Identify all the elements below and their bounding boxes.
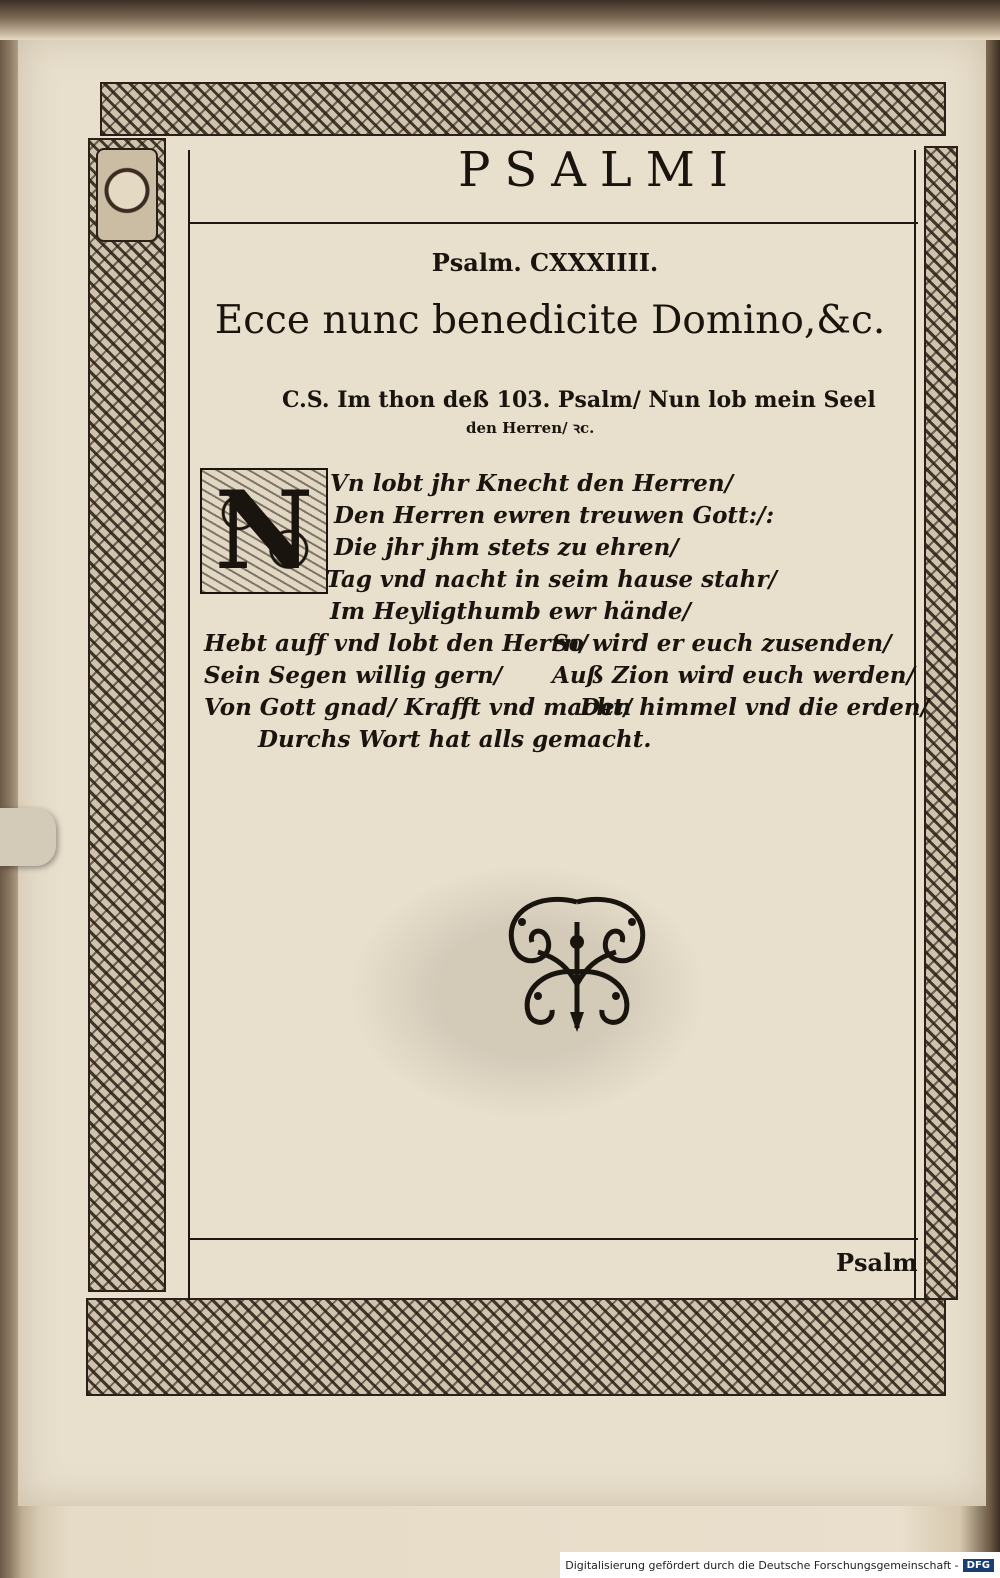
lion-head-ornament — [96, 148, 158, 242]
catchword: Psalm — [836, 1248, 918, 1277]
frame-rule-left — [188, 150, 190, 1300]
verse-line-4: Tag vnd nacht in seim hause stahr/ — [326, 566, 777, 593]
page-tab — [0, 808, 56, 866]
verse-line-3: Die jhr jhm stets zu ehren/ — [334, 534, 679, 561]
frame-rule-bottom — [190, 1238, 918, 1240]
verse-line-8b: Den himmel vnd die erden/ — [580, 694, 930, 721]
psalm-number: Psalm. CXXXIIII. — [431, 248, 659, 277]
verse-line-1: Vn lobt jhr Knecht den Herren/ — [330, 470, 734, 497]
ornamental-border-bottom — [86, 1298, 946, 1396]
verse-line-7a: Sein Segen willig gern/ — [204, 662, 503, 689]
psalm-incipit: Ecce nunc benedicite Domino,&c. — [214, 298, 886, 343]
page-top-edge — [0, 0, 1000, 40]
ornamental-border-left — [88, 138, 166, 1292]
dfg-logo: DFG — [963, 1559, 994, 1572]
digitization-credit — [560, 1552, 1000, 1578]
verse-line-6b: So wird er euch zusenden/ — [552, 630, 892, 657]
ornamental-border-right — [924, 146, 958, 1300]
verse-line-9: Durchs Wort hat alls gemacht. — [258, 726, 652, 753]
initial-letter: N — [214, 468, 314, 594]
frame-rule-right — [914, 150, 916, 1300]
decorated-initial — [200, 468, 328, 594]
verse-line-5: Im Heyligthumb ewr hände/ — [330, 598, 691, 625]
tune-line-continued: den Herren/ ꝛc. — [466, 419, 595, 437]
running-title: PSALMI — [458, 142, 742, 198]
verse-line-2: Den Herren ewren treuwen Gott:/: — [334, 502, 775, 529]
credit-text: Digitalisierung gefördert durch die Deutsche Forschungsgemeinschaft - — [565, 1558, 959, 1572]
verse-line-7b: Auß Zion wird euch werden/ — [552, 662, 915, 689]
tune-line: C.S. Im thon deß 103. Psalm/ Nun lob mein Seel — [282, 387, 876, 413]
frame-rule-top — [190, 222, 918, 224]
ornamental-border-top — [100, 82, 946, 136]
tune-instruction — [282, 386, 902, 442]
verse-line-6a: Hebt auff vnd lobt den Herrn/ — [204, 630, 588, 657]
tailpiece-ornament — [498, 892, 656, 1036]
verse-line-8a: Von Gott gnad/ Krafft vnd macht/ — [204, 694, 633, 721]
